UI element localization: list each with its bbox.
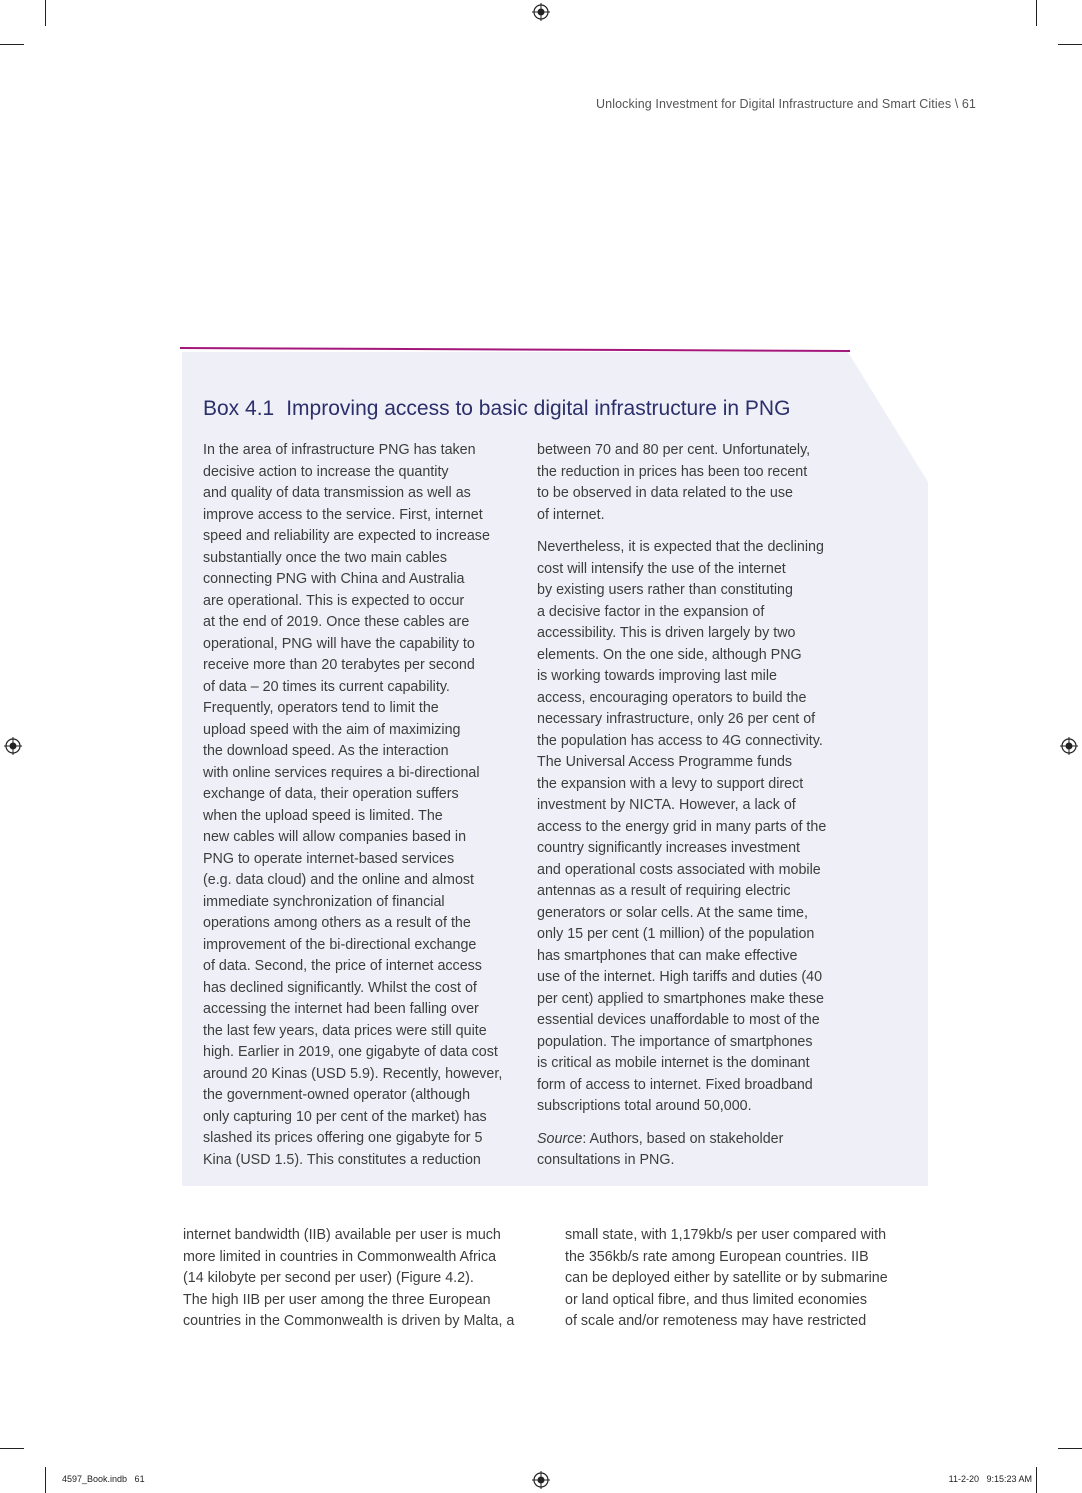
text-line: speed and reliability are expected to increase — [203, 528, 490, 544]
text-line: the last few years, data prices were still quite — [203, 1022, 487, 1039]
box-right-paragraph-2 — [537, 537, 857, 1118]
crop-mark — [1058, 1448, 1082, 1449]
text-line: can be deployed either by satellite or by submarine — [565, 1270, 888, 1286]
box-right-column — [537, 440, 857, 1183]
text-line: The high IIB per user among the three European — [183, 1291, 491, 1308]
box-accent-line — [180, 346, 850, 352]
text-line: operations among others as a result of the — [203, 915, 471, 931]
text-line: operational, PNG will have the capability to — [203, 635, 475, 652]
box-source — [537, 1129, 857, 1172]
text-line: Kina (USD 1.5). This constitutes a reduction — [203, 1151, 481, 1168]
text-line: around 20 Kinas (USD 5.9). Recently, however, — [203, 1065, 503, 1082]
text-line: the population has access to 4G connectivity. — [537, 732, 823, 749]
text-line: and operational costs associated with mobile — [537, 861, 821, 878]
text-line: by existing users rather than constituting — [537, 582, 793, 598]
running-header: Unlocking Investment for Digital Infrastructure and Smart Cities \ 61 — [596, 97, 976, 111]
text-line: exchange of data, their operation suffers — [203, 786, 459, 802]
text-line: substantially once the two main cables — [203, 549, 447, 566]
text-line: In the area of infrastructure PNG has taken — [203, 442, 476, 458]
text-line: antennas as a result of requiring electric — [537, 883, 791, 899]
registration-mark-icon — [1060, 737, 1078, 755]
text-line: countries in the Commonwealth is driven by Malta, a — [183, 1313, 515, 1329]
text-line: subscriptions total around 50,000. — [537, 1098, 752, 1114]
text-line: has smartphones that can make effective — [537, 947, 798, 964]
text-line: the 356kb/s rate among European countries. IIB — [565, 1248, 869, 1265]
text-line: immediate synchronization of financial — [203, 893, 445, 910]
crop-mark — [1036, 0, 1037, 26]
text-line: form of access to internet. Fixed broadband — [537, 1076, 813, 1093]
text-line: or land optical fibre, and thus limited economies — [565, 1291, 867, 1308]
crop-mark — [0, 44, 24, 45]
text-line: the expansion with a levy to support direct — [537, 775, 804, 792]
text-line: investment by NICTA. However, a lack of — [537, 797, 796, 813]
text-line: between 70 and 80 per cent. Unfortunately, — [537, 442, 811, 458]
text-line: per cent) applied to smartphones make these — [537, 990, 824, 1007]
text-line: at the end of 2019. Once these cables are — [203, 614, 470, 630]
box-left-column — [203, 440, 523, 1171]
text-line: population. The importance of smartphones — [537, 1033, 813, 1050]
text-line: improve access to the service. First, internet — [203, 506, 483, 523]
text-line: receive more than 20 terabytes per second — [203, 657, 475, 673]
text-line: elements. On the one side, although PNG — [537, 646, 802, 663]
text-line: accessing the internet had been falling over — [203, 1001, 479, 1017]
text-line: high. Earlier in 2019, one gigabyte of data cost — [203, 1044, 498, 1060]
text-line: The Universal Access Programme funds — [537, 754, 793, 770]
text-line: the download speed. As the interaction — [203, 743, 449, 759]
box-left-paragraph — [203, 440, 523, 1171]
text-line: only 15 per cent (1 million) of the population — [537, 926, 815, 942]
text-line: more limited in countries in Commonwealth Africa — [183, 1248, 497, 1265]
text-line: necessary infrastructure, only 26 per cent of — [537, 711, 816, 727]
text-line: use of the internet. High tariffs and duties (40 — [537, 969, 823, 985]
registration-mark-icon — [4, 737, 22, 755]
source-text-2: consultations in PNG. — [537, 1152, 675, 1168]
box-heading: Improving access to basic digital infrastructure in PNG — [286, 397, 791, 420]
box-title — [203, 397, 790, 421]
crop-mark — [45, 1467, 46, 1493]
text-line: Frequently, operators tend to limit the — [203, 700, 439, 716]
text-line: cost will intensify the use of the internet — [537, 560, 786, 577]
text-line: new cables will allow companies based in — [203, 829, 467, 845]
text-line: upload speed with the aim of maximizing — [203, 721, 461, 738]
text-line: essential devices unaffordable to most of the — [537, 1012, 820, 1028]
source-text-1: : Authors, based on stakeholder — [582, 1130, 784, 1147]
text-line: of internet. — [537, 506, 605, 523]
text-line: (14 kilobyte per second per user) (Figure 4.2). — [183, 1270, 474, 1286]
slug-file: 4597_Book.indb 61 — [62, 1474, 145, 1484]
text-line: to be observed in data related to the use — [537, 485, 793, 501]
registration-mark-icon — [532, 1471, 550, 1489]
text-line: internet bandwidth (IIB) available per user is much — [183, 1227, 501, 1243]
text-line: of data – 20 times its current capability. — [203, 678, 450, 695]
text-line: has declined significantly. Whilst the cost of — [203, 979, 477, 996]
box-corner-cut — [848, 352, 928, 482]
text-line: small state, with 1,179kb/s per user compared with — [565, 1227, 887, 1243]
text-line: of scale and/or remoteness may have restricted — [565, 1313, 867, 1329]
text-line: is working towards improving last mile — [537, 668, 777, 684]
text-line: only capturing 10 per cent of the market) has — [203, 1108, 487, 1125]
crop-mark — [0, 1448, 24, 1449]
text-line: decisive action to increase the quantity — [203, 463, 449, 480]
crop-mark — [45, 0, 46, 26]
text-line: generators or solar cells. At the same time, — [537, 904, 808, 921]
text-line: and quality of data transmission as well as — [203, 485, 471, 501]
text-line: PNG to operate internet-based services — [203, 850, 455, 867]
text-line: is critical as mobile internet is the dominant — [537, 1055, 810, 1071]
text-line: access, encouraging operators to build the — [537, 689, 807, 706]
text-line: connecting PNG with China and Australia — [203, 571, 465, 587]
text-line: with online services requires a bi-directional — [203, 764, 480, 781]
text-line: are operational. This is expected to occur — [203, 592, 465, 609]
text-line: improvement of the bi-directional exchange — [203, 936, 477, 953]
text-line: Nevertheless, it is expected that the declining — [537, 539, 824, 555]
text-line: a decisive factor in the expansion of — [537, 603, 765, 620]
text-line: country significantly increases investment — [537, 840, 801, 856]
source-label: Source — [537, 1130, 583, 1147]
text-line: the government-owned operator (although — [203, 1087, 471, 1103]
text-line: accessibility. This is driven largely by two — [537, 625, 796, 641]
body-right-column — [565, 1225, 935, 1333]
crop-mark — [1058, 44, 1082, 45]
text-line: when the upload speed is limited. The — [203, 807, 443, 824]
text-line: the reduction in prices has been too recent — [537, 463, 808, 480]
body-left-column — [183, 1225, 553, 1333]
box-number: Box 4.1 — [203, 397, 275, 420]
text-line: slashed its prices offering one gigabyte for 5 — [203, 1130, 483, 1146]
crop-mark — [1036, 1467, 1037, 1493]
registration-mark-icon — [532, 3, 550, 21]
slug-timestamp: 11-2-20 9:15:23 AM — [948, 1474, 1032, 1484]
box-right-paragraph-1 — [537, 440, 857, 526]
text-line: access to the energy grid in many parts of the — [537, 818, 827, 835]
text-line: (e.g. data cloud) and the online and almost — [203, 872, 475, 888]
text-line: of data. Second, the price of internet access — [203, 958, 482, 974]
